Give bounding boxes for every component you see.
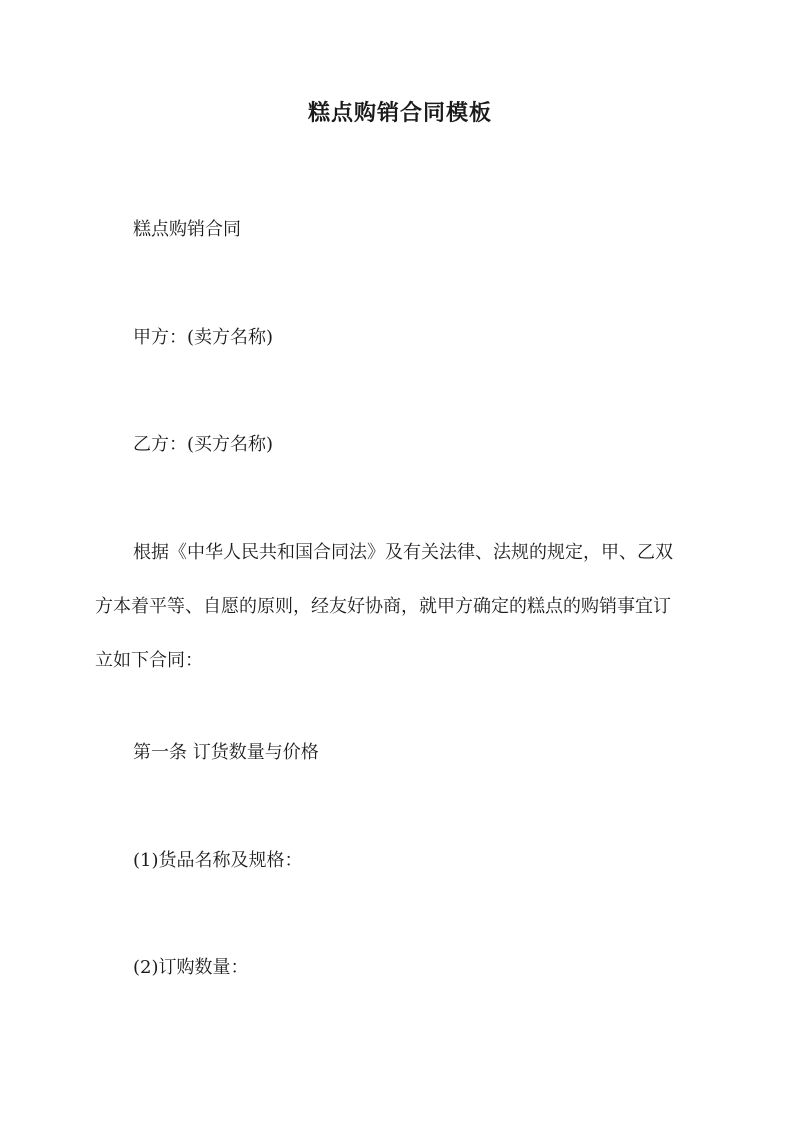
article-1-heading: 第一条 订货数量与价格 [133, 742, 319, 763]
party-a-line: 甲方：(卖方名称) [133, 327, 274, 348]
document-title: 糕点购销合同模板 [307, 100, 492, 126]
intro-paragraph [95, 541, 715, 703]
item-2-line: (2)订购数量： [133, 957, 249, 978]
intro-line: 方本着平等、自愿的原则，经友好协商，就甲方确定的糕点的购销事宜订 [95, 596, 671, 617]
item-1-line: (1)货品名称及规格： [133, 850, 303, 871]
contract-heading: 糕点购销合同 [133, 219, 241, 240]
intro-line: 根据《中华人民共和国合同法》及有关法律、法规的规定，甲、乙双 [133, 542, 673, 563]
party-b-line: 乙方：(买方名称) [133, 434, 274, 455]
intro-line: 立如下合同： [95, 650, 203, 671]
